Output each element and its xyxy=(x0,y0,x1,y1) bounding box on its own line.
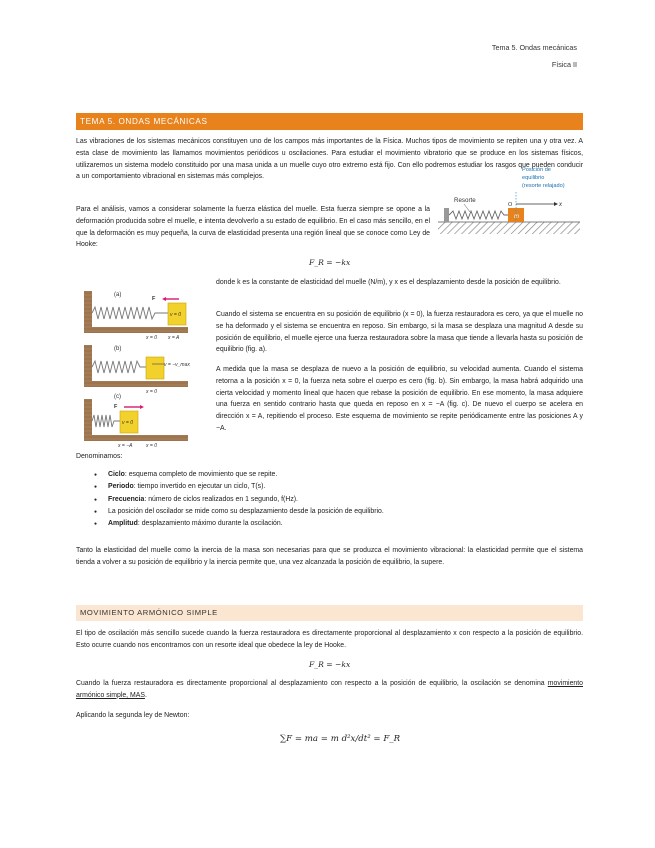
panel-b-velocity: v = −v_max xyxy=(164,362,190,368)
equilibrium-label-1: Posición de xyxy=(522,167,551,173)
figure-abc-oscillation xyxy=(84,279,190,449)
equation-hooke: F_R = −kx xyxy=(309,258,351,267)
paragraph-mas-intro: El tipo de oscilación más sencillo sucede cuando la fuerza restauradora es directamente proporcional al desplazamiento x con respecto a la posición de equilibrio. Esto ocurre cuando nos encontramos con un resorte ideal que obedece la ley de Hooke. xyxy=(76,630,583,649)
panel-c-xmA: x = −A xyxy=(118,443,133,449)
panel-b-x0: x = 0 xyxy=(146,389,157,395)
header-topic: Tema 5. Ondas mecánicas xyxy=(491,43,577,52)
definitions-list xyxy=(108,469,578,530)
section-heading-tema5: TEMA 5. ONDAS MECÁNICAS xyxy=(76,113,583,130)
section-heading-mas: MOVIMIENTO ARMÓNICO SIMPLE xyxy=(76,605,583,621)
mass-label: m xyxy=(514,214,519,220)
panel-a-velocity: v = 0 xyxy=(170,312,181,318)
spring-coil xyxy=(449,211,508,219)
panel-b xyxy=(84,345,190,395)
paragraph-motion-cycle: A medida que la masa se desplaza de nuevo a la posición de equilibrio, su velocidad aumenta. Cuando el sistema retorna a la posición x = 0, la fuerza neta sobre el cuerpo es cero (fig. b). Sin embargo, la masa habrá adquirido una cierta velocidad y momento lineal que hacen que rebase la posición de equilibrio. En ese momento, la masa adquiere una fuerza en sentido contrario hasta que queda en reposo en x = −A (fig. c). De nuevo el cuerpo se acelera en dirección x = A, repitiendo el proceso. Este esquema de movimiento se repite periódicamente entre las posiciones A y −A. xyxy=(216,366,583,432)
panel-c-label: (c) xyxy=(114,394,121,400)
panel-a-force: F xyxy=(152,296,156,302)
spring-label: Resorte xyxy=(454,197,476,204)
mas-term: movimiento armónico simple, MAS xyxy=(76,680,583,699)
origin-label: O xyxy=(508,202,513,208)
list-item-periodo: ● Periodo: tiempo invertido en ejecutar un ciclo, T(s). xyxy=(108,481,578,493)
list-item-frecuencia: ● Frecuencia: número de ciclos realizados en 1 segundo, f(Hz). xyxy=(108,494,578,506)
figure-spring-equilibrium xyxy=(434,162,584,242)
panel-a-label: (a) xyxy=(114,292,122,298)
equilibrium-label-2: equilibrio xyxy=(522,175,545,181)
paragraph-hooke-intro: Para el análisis, vamos a considerar solamente la fuerza elástica del muelle. Esta fuerza siempre se opone a la deformación producida sobre el muelle, e intenta devolverlo a su estado de equilibrio. En el caso más sencillo, en el que la deformación es muy pequeña, la curva de elasticidad presenta una región lineal que se conoce como Ley de Hooke: xyxy=(76,206,430,249)
panel-c xyxy=(84,394,188,449)
paragraph-newton: Aplicando la segunda ley de Newton: xyxy=(76,712,190,719)
list-item-posicion: ● La posición del oscilador se mide como su desplazamiento desde la posición de equilibrio. xyxy=(108,506,578,518)
panel-a xyxy=(84,291,188,341)
paragraph-equilibrium: Cuando el sistema se encuentra en su posición de equilibrio (x = 0), la fuerza restauradora es cero, ya que el muelle no se ha deformado y el sistema se encuentra en reposo. Sin embargo, si la masa se desplaza una magnitud A desde su posición de equilibrio, el muelle ejerce una fuerza restauradora sobre la masa que tiende a llevarla hasta su posición de equilibrio (fig. a). xyxy=(216,311,583,354)
equation-newton: ∑F = ma = m d²x/dt² = F_R xyxy=(280,734,401,744)
list-item-amplitud: ● Amplitud: desplazamiento máximo durante la oscilación. xyxy=(108,518,578,530)
paragraph-hooke-variables: donde k es la constante de elasticidad del muelle (N/m), y x es el desplazamiento desde la posición de equilibrio. xyxy=(216,279,561,286)
panel-c-x0: x = 0 xyxy=(146,443,157,449)
panel-b-label: (b) xyxy=(114,346,122,352)
paragraph-intro: Las vibraciones de los sistemas mecánicos constituyen uno de los campos más importantes de la Física. Muchos tipos de movimiento se repiten una y otra vez. A esta clase de movimiento las llamamos movimientos periódicos u oscilaciones. Para estudiar el movimiento vibratorio que se produce en los sistemas físicos, utilizaremos un sistema modelo constituido por una masa unida a un muelle cuyo otro extremo está fijo. Con ello podremos estudiar los rasgos que pueden conducir a un comportamiento vibracional en sistemas más complejos. xyxy=(76,138,583,181)
equation-hooke-2: F_R = −kx xyxy=(309,660,351,669)
panel-a-xA: x = A xyxy=(168,335,180,341)
paragraph-elasticity-inertia: Tanto la elasticidad del muelle como la inercia de la masa son necesarias para que se produzca el movimiento vibracional: la elasticidad permite que el sistema tienda a volver a su posición de equilibrio y la inercia permite que, una vez alcanzada la posición de equilibrio, la supere. xyxy=(76,547,583,566)
panel-c-force: F xyxy=(114,404,118,410)
panel-c-velocity: v = 0 xyxy=(122,420,133,426)
header-course: Física II xyxy=(551,60,577,69)
x-axis-label: x xyxy=(559,202,562,208)
wall-block xyxy=(444,208,449,222)
equilibrium-label-3: (resorte relajado) xyxy=(522,183,565,189)
list-item-ciclo: ● Ciclo: esquema completo de movimiento que se repite. xyxy=(108,469,578,481)
paragraph-mas-definition: Cuando la fuerza restauradora es directamente proporcional al desplazamiento con respecto a la posición de equilibrio, la oscilación se denomina movimiento armónico simple, MAS. xyxy=(76,680,583,699)
panel-a-x0: x = 0 xyxy=(146,335,157,341)
ground-hatch xyxy=(438,222,580,234)
paragraph-denominamos: Denominamos: xyxy=(76,453,123,460)
